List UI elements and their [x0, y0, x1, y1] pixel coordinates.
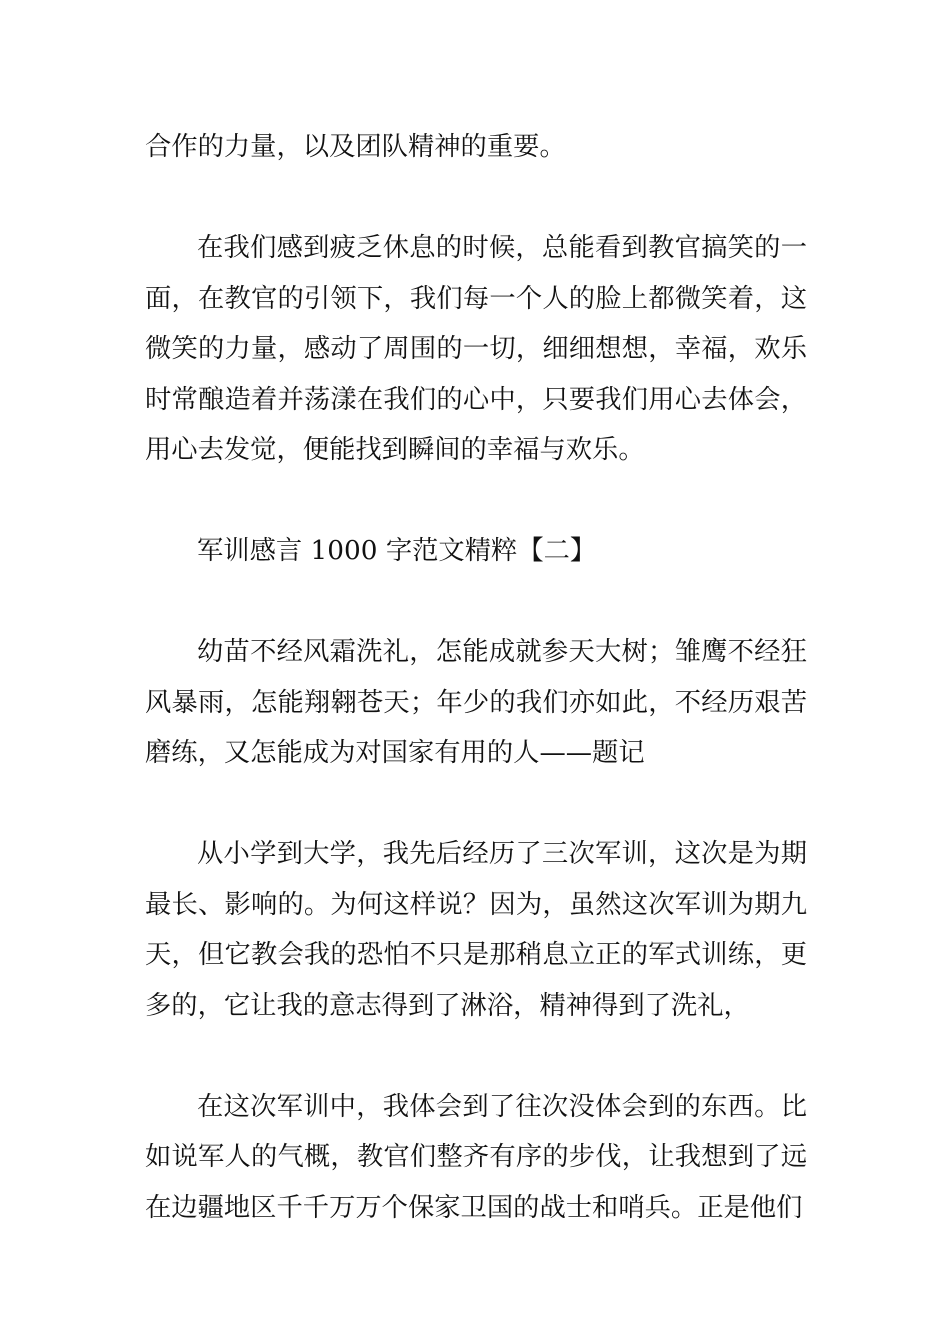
- document-page: [145, 122, 807, 1233]
- paragraph-soldiers: 在这次军训中，我体会到了往次没体会到的东西。比如说军人的气概，教官们整齐有序的步伐，让我想到了远在边疆地区千千万万个保家卫国的战士和哨兵。正是他们: [145, 1091, 807, 1223]
- paragraph-three-trainings: 从小学到大学，我先后经历了三次军训，这次是为期最长、影响的。为何这样说？因为，虽然这次军训为期九天，但它教会我的恐怕不只是那稍息立正的军式训练，更多的，它让我的意志得到了淋浴，精神得到了洗礼，: [145, 839, 807, 1021]
- paragraph-smile: 在我们感到疲乏休息的时候，总能看到教官搞笑的一面，在教官的引领下，我们每一个人的脸上都微笑着，这微笑的力量，感动了周围的一切，细细想想，幸福，欢乐时常酿造着并荡漾在我们的心中，只要我们用心去体会，用心去发觉，便能找到瞬间的幸福与欢乐。: [145, 233, 807, 465]
- paragraph-epigraph: 幼苗不经风霜洗礼，怎能成就参天大树；雏鹰不经狂风暴雨，怎能翔翱苍天；年少的我们亦如此，不经历艰苦磨练，又怎能成为对国家有用的人——题记: [145, 637, 807, 768]
- section-heading: 军训感言 1000 字范文精粹【二】: [197, 536, 597, 566]
- paragraph-gap: [145, 476, 807, 527]
- paragraph-continued: 合作的力量，以及团队精神的重要。: [145, 132, 566, 162]
- paragraph-gap: [145, 779, 807, 830]
- paragraph-gap: [145, 173, 807, 224]
- paragraph-gap: [145, 1031, 807, 1082]
- paragraph-gap: [145, 577, 807, 628]
